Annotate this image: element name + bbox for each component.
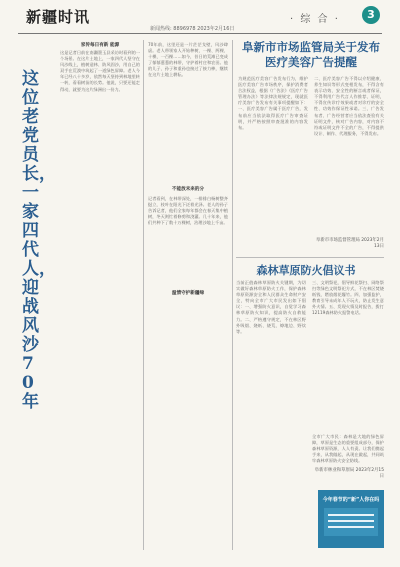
poster-title: 今年春节的“新”人你在吗 [322,497,380,503]
left-article-headline: 这位老党员长，一家四代人，迎战风沙70年 [22,69,56,412]
meta-line: 新闻热线: 8896978 2023年2月16日 [150,26,235,32]
page-header [0,0,400,34]
fire-article-column-2: 三、文明祭祀，倡导鲜花祭扫、网络祭扫等绿色文明祭祀方式，不在林区焚烧纸钱、燃放烟花爆竹。四、加强监护，教育引导未成年人不玩火，防止发生意外火情。五、发现火情及时报告，拨打12119森林防火报警电话。 [312,280,384,316]
header-divider [18,33,382,34]
fire-prevention-headline: 森林草原防火倡议书 [256,264,356,277]
right-article-column-2: 二、医疗美容广告不得以介绍健康、养生知识等形式变相发布，不得含有表示功效、安全性的断言或者保证，不得利用广告代言人作推荐、证明，不得宣传诊疗效果或者对诊疗的安全性、功效作保证性承诺。三、广告发布者、广告经营者应当依法查验有关证明文件，核对广告内容，对内容不符或证明文件不全的广告，不得提供设计、制作、代理服务，不得发布。 [314,76,384,136]
fire-article-column-1: 当前正值森林草原防火关键期，为切实做好森林草原防火工作，保护森林草原资源安全和人民群众生命财产安全，特向全市广大市民发出如下倡议：一、增强防火意识，自觉学习森林草原防火知识，提高防火自救能力。二、严格遵守规定，不在林区野外吸烟、烧纸、烧荒、燎地边、野炊等。 [236,280,306,334]
left-subhead-2: 不能放未来的分 [171,187,205,192]
public-service-poster [318,490,384,548]
right-article-signature: 阜新市市场监督管理局 2023年2月13日 [315,238,384,249]
poster-line [328,514,374,516]
left-article-column-1: 这是记者日前在南疆墨玉县采访时看到的一个场景。在这片土地上，一家四代人坚守在风沙线上，植树造林、防风固沙，用自己的双手在荒漠中筑起了一道绿色屏障。老人今年已经八十多岁，依然每天坚持到林地里转一转，看看树苗的长势。他说，只要还能走得动，就要为这片绿洲出一份力。 [60,50,140,92]
fire-article-column-3: 全市广大市民：森林是大地的绿色屏障，草原是生态的重要组成部分，保护森林草原资源，人人有责。让我们携起手来，从我做起，从现在做起，共同筑牢森林草原防火安全防线。 [312,434,384,464]
section-divider [236,257,384,258]
column-divider [143,40,144,550]
fire-article-signature: 阜新市林业和草原局 2023年2月15日 [314,468,384,479]
column-divider [232,40,233,550]
right-article-column-1: 为规范医疗美容广告发布行为，维护医疗美容广告市场秩序，保护消费者合法权益，根据《广告法》《医疗广告管理办法》等法律法规规定，现就医疗美容广告发布有关事项提醒如下：一、医疗美容广告属于医疗广告，发布前应当依法取得医疗广告审查证明，并严格按照审查批准的内容发布。 [238,76,308,130]
left-subhead-3: 温情守护新疆绿 [171,291,205,296]
left-subhead-1: 家传每日有新 能源 [80,43,120,48]
left-article-column-3: 记者看到，在林带深处，一排排白杨树整齐挺立，枝叶在阳光下泛着光泽。老人的孙子告诉记者，他们全家每年都会在春天集中植树，冬天则忙着修剪和浇灌。几十年来，他们共种下了数十万棵树，治理沙地上千亩。 [148,196,228,226]
poster-line [328,520,374,522]
page-number-badge: 3 [362,6,380,24]
poster-line [328,526,374,528]
left-article-column-2: 70年前，这里还是一片茫茫戈壁，风沙肆虐。老人带领家人开始种树，一棵、两棵、十棵、一百棵……如今，昔日的荒滩已变成了郁郁葱葱的林带，守护着村庄和农田。他的儿子、孙子和重孙也接过了接力棒，继续在这片土地上耕耘。 [148,42,228,78]
right-article-headline: 阜新市市场监管局关于发布医疗美容广告提醒 [242,40,380,69]
section-label: · 综 合 · [290,14,340,25]
poster-panel [324,508,378,536]
masthead: 新疆时讯 [26,8,91,26]
